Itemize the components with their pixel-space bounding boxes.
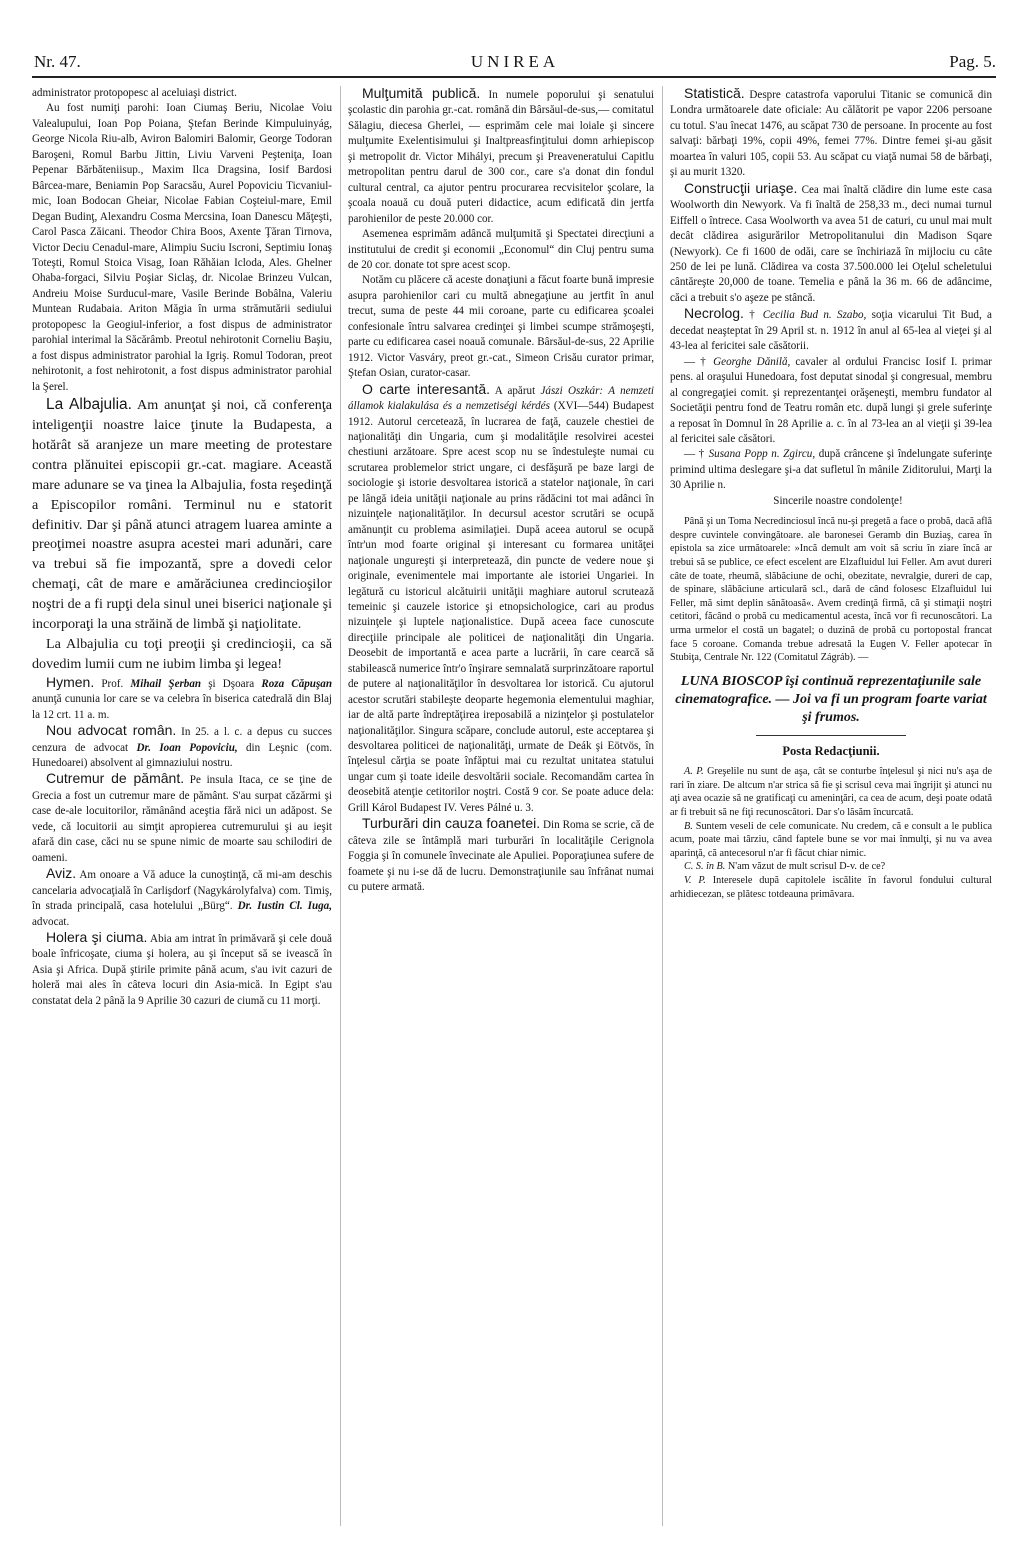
advertisement-text: Până şi un Toma Necredinciosul încă nu-şi pregetă a face o probă, dacă află despre cuvintele convingătoare. ale baronesei Geramb din Buziaş, carea în epistola sa zice următoarele: »Incă demult am voit să scriu în ziare încă ar trebui să se publice, ce efect escelent are Elzafluidul lui Feller. Am avut dureri câte de toate, rheumă, slăbăciune de ochi, obezitate, nevralgie, dureri de cap, de spinare, slăbăciune articulară scl., dară de când folosesc Elzafluidul lui Feller, mă simt deplin sănătoasă«. Avem credinţă firmă, că şi stimaţii noştri cetitori, făcând o probă cu medicamentul acesta, încă vor fi recunoscători. La urma urmelor el costă un bagatel; o duzină de probă cu portopostal francat face 5 coroane. Comanda trebue adresată la Eugen V. Feller apotecar în Stubiţa, Centrale Nr. 122 (Comitatul Zágráb). — bbox=[670, 516, 992, 664]
section-separator bbox=[756, 735, 906, 736]
article-text: Asemenea esprimăm adâncă mulţumită şi Spectatei direcţiuni a institutului de credit şi economii „Economul“ din Cluj pentru suma de 20 cor. donate tot spre acest scop. bbox=[348, 228, 654, 271]
article-text: In numele poporului şi senatului şcolastic din parohia gr.-cat. română din Bârsăul-de-sus,— comitatul Sălagiu, diecesa Gherlei, — esprimăm cele mai loiale şi sincere mulţumite Exelentisimului şi Inaltpreasfinţitului domn arhiepiscop şi metropolit dr. Victor Mihályi, precum şi Preaveneratului Capitlu metropolitan pentru darul de 300 cor., care s'a donat din fondul cultural central, ca ajutor pentru procurarea recvisitelor şcolare, la şcoala noauă cu două puteri didactice, acum edificată din jertfa parohienilor de peste 20.000 cor. bbox=[348, 89, 654, 225]
article-heading: Aviz. bbox=[46, 865, 77, 882]
page-header bbox=[34, 52, 996, 76]
article-text: In 25. a l. c. a depus cu succes cenzura de advocat bbox=[32, 726, 332, 754]
article-text: anunţă cununia lor care se va celebra în biserica catedrală din Blaj la 12 crt. 11 a. m. bbox=[32, 693, 332, 721]
article-text: — † bbox=[684, 448, 709, 461]
article-text: Am onoare a Vă aduce la cunoştinţă, că mi-am deschis cancelaria advocaţială în Carlişdorf (Nagykárolyfalva) com. Timiş, în strada principală, casa hotelului „Bürg“. bbox=[32, 869, 332, 913]
article-text: Au fost numiţi parohi: Ioan Ciumaş Beriu, Nicolae Voiu Valealupului, Ioan Pop Poiana, Ştefan Berinde Kimpuluinyág, George Nicola Riu-alb, Aviron Balomiri Balomir, George Todoran Baroşeni, Romul Barbu Jittin, Liviu Varveni Peşteniţa, Ioan Pepenar Bărbăteniisup., Maxim Ilca Dragsina, Iosif Bardosi Bârcea-mare, Beniamin Pop Saracsău, Aurel Popoviciu Ticvaniul-mic, Ioan Bodocan Gheiar, Nicolae Fabian Coşteiul-mare, Emil Degan Budinţ, Alexandru Cosma Mercsina, Ioan Danescu Măţeşti, Carol Pasca Zăicani. Theodor Chira Boos, Axente Ţăran Tirnova, Victor Deciu Cenadul-mare, Alimpiu Suciu Iscroni, Septimiu Ionaş Toteşti, Romul Stoica Visag, Ioan Răhăian Icloda, Ales. Ghelner Ohaba-forgaci, Silviu Poşiar Siclaş, dr. Nicolae Brinzeu Vulcan, Andreiu Moise Surducul-mare, Vasile Berinde Bobâlna, Valeriu Muntean Rudabaia. Ariton Măgia în urma strămutării sediului protopopesc la Geogiul-inferior, a fost dispus de administrator parohial interimal la Săcărâmb. Preotul nehirotonit Corneliu Başiu, a fost dispus administrator parohial la Igriş. Romul Todoran, preot nehirotonit, a fost nehirotonit, a fost dispus administrator parohial la Şerel. bbox=[32, 102, 332, 393]
person-name: Dr. Ioan Popoviciu, bbox=[136, 741, 238, 754]
article-text: Din Roma se scrie, că de câteva zile se întâmplă mari turburări în localităţile Cerignola Foggia şi în comunele învecinate ale Apuliei. Poporaţiunea sufere de foamete şi nu i-se dă de lucru. Demonstraţiunile sau înfrânat numai cu putere armată. bbox=[348, 819, 654, 894]
column-middle bbox=[348, 86, 654, 896]
article-text: Pe insula Itaca, ce se ţine de Grecia a fost un cutremur mare de pământ. S'au surpat căzărmi şi case de-ale locuitorilor, rămânând aceştia fără nici un adăpost. Se vede, că locuitorii au simţit apropierea cutremurului şi au ieşit afară din case, căci nu se spune nimic de moarte sau schilodiri de oameni. bbox=[32, 774, 332, 864]
recipient-initials: C. S. în B. bbox=[684, 861, 726, 873]
issue-number: Nr. 47. bbox=[34, 52, 81, 71]
article-heading: O carte interesantă. bbox=[362, 380, 491, 397]
person-name: Roza Căpuşan bbox=[261, 677, 332, 690]
reply-text: N'am văzut de mult scrisul D-v. de ce? bbox=[725, 861, 886, 873]
section-heading: Posta Redacţiunii. bbox=[782, 743, 880, 758]
column-divider bbox=[662, 86, 663, 1526]
article-heading: Cutremur de pământ. bbox=[46, 770, 185, 787]
person-name: Mihail Şerban bbox=[130, 677, 202, 690]
person-name: Georghe Dănilă, bbox=[713, 355, 791, 368]
book-title: Jászi Oszkár: A nemzeti államok kialakulása és a nemzetiségi kérdés bbox=[348, 384, 655, 413]
column-divider bbox=[340, 86, 341, 1526]
header-rule bbox=[32, 76, 996, 78]
article-text: — † bbox=[684, 355, 714, 368]
editorial-replies bbox=[670, 765, 992, 901]
article-text: şi Dşoara bbox=[201, 677, 262, 690]
recipient-initials: A. P. bbox=[684, 766, 704, 778]
article-heading: La Albajulia. bbox=[46, 396, 132, 414]
article-text: Abia am intrat în primăvară şi cele două boale înfricoşate, ciuma şi holera, au şi început să se ivească în Asia şi Africa. După ştirile primite până acum, s'au ivit cazuri de holeră mai ales în câteva locuri din Asia-mică. In Egipt s'au constatat dela 2 până la 9 Aprilie 30 cazuri de ciumă cu 11 morţi. bbox=[32, 933, 332, 1007]
person-name: Cecilia Bud n. Szabo, bbox=[762, 309, 867, 322]
recipient-initials: B. bbox=[684, 820, 693, 832]
article-heading: Holera şi ciuma. bbox=[46, 929, 148, 945]
article-heading: Construcţii uriaşe. bbox=[684, 179, 798, 196]
article-text: Prof. bbox=[94, 677, 131, 690]
article-albajulia bbox=[32, 395, 332, 675]
reply-text: Interesele după capitolele iscălite în favorul fondului cultural arhidiecezan, se plătesc totdeauna primăvara. bbox=[670, 874, 992, 900]
person-name: Susana Popp n. Zgircu, bbox=[708, 448, 816, 461]
page-number: Pag. 5. bbox=[949, 52, 996, 71]
article-heading: Necrolog. bbox=[684, 305, 744, 322]
article-text: Am anunţat şi noi, că conferenţa inteligenţii noastre laice ţinute la Budapesta, a hotărât să aranjeze un mare meeting de protestare contra plănuitei episcopii gr.-cat. magiare. Această mare adunare se va ţinea la Albajulia, fosta reşedinţă a Episcopilor români. Terminul nu e statorit definitiv. Dar şi până atunci atragem luarea aminte a preoţimei noastre asupra acestei mari adunări, care va trebui să fie impozantă, spre a dovedi celor chemaţi, cât de mare e amărăciunea credincioşilor noştri de a fi rupţi dela sinul unei biserici naţionale şi incorporaţi la una străină de limbă şi naţiolitate. bbox=[32, 397, 332, 633]
condolence-line: Sincerile noastre condolenţe! bbox=[773, 494, 903, 507]
reply-text: Greşelile nu sunt de aşa, cât se conturbe înţelesul şi nici nu's aşa de rari în ziare. De altcum n'ar strica să fie şi scrisul ceva mai îngrijit şi atunci nu aţi avea ocazie să ne gratificaţi cu ameninţări, ca cea de acum, deşi poate odată ar fi trebuit să ne fiţi recunoscători. Dar s'o lăsăm încurcată. bbox=[670, 766, 992, 818]
article-text: cavaler al ordului Francisc Iosif I. primar pens. al oraşului Hunedoara, fost deputat sinodal şi congresual, membru al congregaţiei comit. şi reprezentanţei orăşeneşti, membru fundator al Societăţii pentru fond de Teatru român etc. după lungi şi grele suferinţe a reposat în Domnul în 28 Aprilie a. c. în al 73-lea an al vieţii şi 39-lea al fericitei sale căsători. bbox=[670, 355, 992, 445]
person-name: Dr. Iustin Cl. Iuga, bbox=[237, 900, 333, 913]
article-heading: Hymen. bbox=[46, 673, 95, 690]
newspaper-title: UNIREA bbox=[470, 52, 560, 71]
article-heading: Turburări din cauza foanetei. bbox=[362, 815, 541, 832]
article-text: după crâncene şi îndelungate suferinţe primind ultima deslegare şi-a dat sufletul în mânile Ziditorului, Marţi la 30 Aprilie n. bbox=[670, 448, 992, 492]
article-heading: Mulţumită publică. bbox=[362, 85, 481, 101]
article-text: Cea mai înaltă clădire din lume este casa Woolworth din Newyork. Va fi înaltă de 258,33 m., deci numai turnul Eiffell o întrece. Casa Woolworth va avea 51 de caturi, cu unul mai mult decât clădirea asigurărilor Metropolitanului din Madison Sqare (Newyork). Ce fi 1600 de odăi, care se închiriază în mijlociu cu câte 250 de lei pe lună. Clădirea va costa 37.500.000 lei Oţelul scheletului cântăreşte 20,000 de toane. Temelia e până la 36 m. 66 de adâncime, căci a trebuit s'o aşeze pe stâncă. bbox=[670, 183, 992, 304]
column-right bbox=[670, 86, 992, 901]
article-text: din Leşnic (com. Hunedoarei) absolvent al gimnaziului nostru. bbox=[32, 741, 332, 770]
article-text: soţia vicarului Tit Bud, a decedat neaşteptat în 29 April st. n. 1912 în anul al 65-lea al vieţei şi al 43-lea al fericitei sale căsătorii. bbox=[670, 309, 992, 353]
reply-text: Suntem veseli de cele comunicate. Nu credem, că e consult a le publica acum, poate mai târziu, când faptele bune se vor mai înmulţi, şi nu va avea aparinţă, că antecesorul n'ar fi făcut chiar nimic. bbox=[670, 820, 992, 859]
article-heading: Nou advocat român. bbox=[46, 722, 177, 739]
article-text: administrator protopopesc al aceluiaşi district. bbox=[32, 87, 237, 99]
article-text: Despre catastrofa vaporului Titanic se comunică din Londra următoarele date oficiale: Au călătorit pe vapor 2206 persoane cu totul. S'au înecat 1476, au scăpat 730 de persoane. In procente au fost salvaţi: bărbaţi 19%, copii 49%, femei 77%. Dintre femei şi-au găsit moartea în valuri 105, copii 53. Au scăpat cu viaţă numai 58 de bărbaţi, şi au murit 1320. bbox=[670, 89, 992, 179]
article-text: † bbox=[743, 309, 763, 322]
column-left bbox=[32, 86, 332, 1009]
article-text: advocat. bbox=[32, 915, 70, 928]
article-text: Notăm cu plăcere că aceste donaţiuni a făcut foarte bună impresie asupra parohienilor cari cu multă abnegaţiune au jertfit în anul trecut, suma de peste 44 mii coroane, parte cu edificarea şcoalei confesionale întru salvarea credinţei şi limbei scumpe strămoşeşti, parte cu edificarea casei noauă comunale. Bârsăul-de-sus, 22 Aprilie 1912. Victor Vasváry, preot gr.-cat., Simeon Crisău curator primar, Ştefan Osian, curator-casar. bbox=[348, 274, 654, 380]
recipient-initials: V. P. bbox=[684, 874, 706, 886]
advertisement-feller bbox=[670, 515, 992, 665]
article-text: A apărut bbox=[490, 384, 541, 397]
article-text: (XVI—544) Budapest 1912. Autorul cercetează, în lucrarea de faţă, cauzele chestiei de naţionalităţi din Ungaria, cum şi modalităţile resolvirei acestei chestiuni arzătoare. Spre acest scop nu se îndestuleşte numai cu scrutarea problemelor strict ungare, ci desfăşură pe baze largi de sociologie şi istorie desvoltarea istorică a statelor naţionale, în cari pe lângă ideia unităţii naţionale au prins rădăcini tot mai adânci în nizuinţele naţionalităţilor. In decursul acestor scrutări se ocupă amănunţit cu problema asimilaţiei. După aceea autorul se ocupă într'un mod foarte original şi interesant cu formarea unităţei naţionale ungureşti şi interpretează, din puncte de vedere noue şi originale, evenimentele mai importante ale istoriei Ungariei. In legătură cu istoricul alcătuirii unităţii maghiare autorul scrutează temeinic şi cauzele istorice şi etnopsichologice, cari au produs nizuinţele şi luptele naţionalistice. După aceea face cunoscute direcţiile principale ale politicei de naţionalităţi din Ungaria. Deosebit de importantă e acea parte a lucrării, în care cearcă să stabilească numerice într'o înşirare semnalată surprinzătoare raportul de putere al naţionalităţilor în desvoltarea lor istorică. Cu ajutorul acestor scrutări stabileşte deoparte hegemonia elementului maghiar, iar de altă parte îndreptăţirea ireposabilă a nizinţelor şi postulatelor naţionalităţilor. Singura scăpare, conclude autorul, este acceptarea şi desvoltarea politicei de naţionalităţi, urmate de Deák şi Eötvös, în înţelesul cărţia se poate înfăptui mai cu rezultat unitatea statului ungar cum şi toate ideile desvoltării sociale. Recomandăm cartea în deosebită atenţie cetitorilor noştri. Costă 9 cor. Se poate aduce dela: Grill Károl Budapest IV. Veres Pálné u. 3. bbox=[348, 400, 654, 814]
article-heading: Statistică. bbox=[684, 85, 745, 101]
cinema-announcement: LUNA BIOSCOP îşi continuă reprezentaţiunile sale cinematografice. — Joi va fi un program foarte variat şi frumos. bbox=[675, 673, 987, 725]
article-text: La Albajulia cu toţi preoţii şi credincioşii, ca să dovedim lumii cum ne iubim limba şi legea! bbox=[32, 635, 332, 672]
